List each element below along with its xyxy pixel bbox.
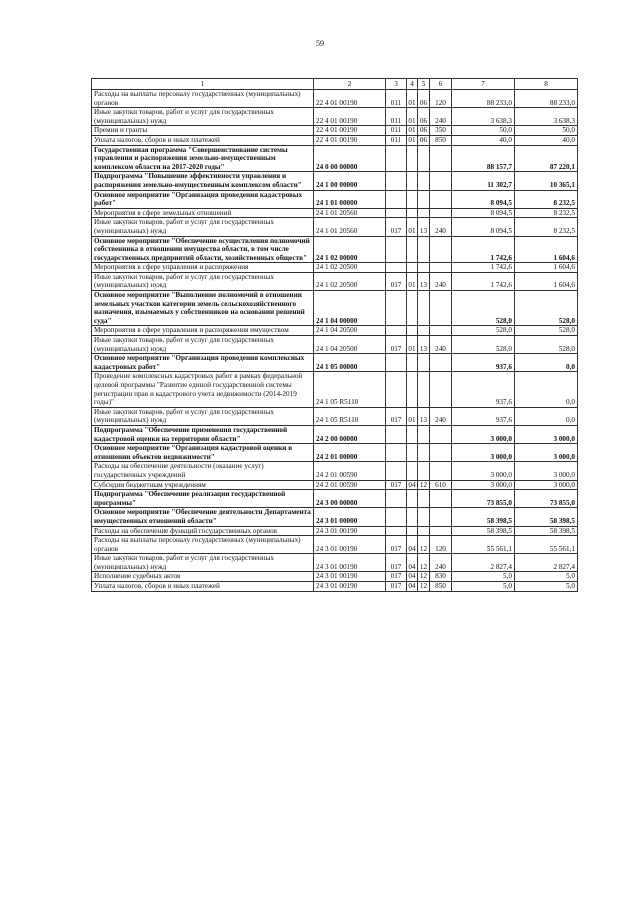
table-row: [92, 444, 578, 462]
amount-2019-cell: 88 233,0: [452, 90, 515, 108]
amount-2019-cell: 50,0: [452, 126, 515, 136]
expense-type-cell: [430, 172, 452, 190]
amount-2020-cell: 88 233,0: [515, 90, 578, 108]
section-cell: 04: [408, 572, 416, 581]
amount-2019-cell: 1 742,6: [452, 236, 515, 263]
section-cell: 01: [407, 272, 418, 290]
name-cell: Иные закупки товаров, работ и услуг для государственных (муниципальных) нужд: [92, 554, 314, 572]
amount-2020-cell: 1 604,6: [515, 272, 578, 290]
expense-type-cell: 240: [430, 218, 452, 236]
expense-type-cell: [430, 425, 452, 443]
section-cell: 01: [407, 108, 418, 126]
name-cell: Иные закупки товаров, работ и услуг для государственных (муниципальных) нужд: [92, 272, 314, 290]
table-row: [92, 336, 578, 354]
subsection-cell: [418, 508, 430, 526]
expense-type-cell: 240: [430, 336, 452, 354]
table-row: [92, 582, 578, 592]
amount-2020-cell: 1 604,6: [515, 263, 578, 273]
subsection-cell: [418, 526, 430, 536]
name-cell: Расходы на обеспечение деятельности (оказание услуг) государственных учреждений: [92, 462, 314, 480]
code-cell: 24 1 02 20500: [314, 263, 386, 273]
name-cell: Основное мероприятие "Выполнение полномочий в отношении земельных участков категории земель сельскохозяйственного назначения, изымаемых у собственников на основании решений суда": [92, 291, 314, 326]
amount-2020-cell: 528,0: [515, 291, 578, 326]
amount-2019-cell: 528,0: [452, 291, 515, 326]
code-cell: 24 3 01 00190: [314, 572, 386, 582]
ministry-code-cell: 017: [386, 272, 407, 290]
name-cell: Уплата налогов, сборов и иных платежей: [92, 582, 314, 592]
amount-2019-cell: 40,0: [452, 135, 515, 145]
expense-type-cell: [430, 372, 452, 407]
amount-2019-cell: 5,0: [452, 572, 515, 582]
ministry-code-cell: [386, 462, 407, 480]
amount-2019-cell: 58 398,5: [452, 508, 515, 526]
expense-type-cell: 350: [430, 126, 452, 136]
table-row: [92, 372, 578, 407]
amount-2019-cell: 3 000,0: [452, 425, 515, 443]
subsection-cell: [418, 372, 430, 407]
amount-2020-cell: 40,0: [515, 135, 578, 145]
subsection-cell: 06: [418, 135, 430, 145]
section-cell: 01: [408, 126, 416, 135]
header-cell: 7: [452, 79, 515, 90]
amount-2020-cell: 3 000,0: [515, 425, 578, 443]
section-cell: [407, 354, 418, 372]
table-row: [92, 145, 578, 172]
section-cell: [407, 263, 418, 273]
code-cell: 22 4 01 00190: [314, 90, 386, 108]
subsection-cell: [418, 291, 430, 326]
expense-type-cell: 610: [430, 480, 452, 490]
name-cell: Основное мероприятие "Обеспечение осуществления полномочий собственника в отношении имущества области, в том числе государственных предприятий области, хозяйственных обществ": [92, 236, 314, 263]
code-cell: 24 3 01 00190: [314, 526, 386, 536]
header-cell: 5: [418, 79, 430, 90]
table-row: [92, 490, 578, 508]
expense-type-cell: [430, 326, 452, 336]
name-cell: Расходы на выплаты персоналу государственных (муниципальных) органов: [92, 536, 314, 554]
table-body: [92, 79, 578, 592]
ministry-code-cell: [386, 291, 407, 326]
subsection-cell: 12: [418, 572, 430, 582]
code-cell: 24 3 01 00190: [314, 536, 386, 554]
subsection-cell: 06: [418, 90, 430, 108]
table-row: [92, 126, 578, 136]
subsection-cell: 06: [418, 126, 430, 136]
section-cell: 01: [407, 336, 418, 354]
section-cell: [407, 526, 418, 536]
name-cell: Уплата налогов, сборов и иных платежей: [92, 135, 314, 145]
ministry-code-cell: [386, 190, 407, 208]
ministry-code-cell: [386, 508, 407, 526]
amount-2020-cell: 8 232,5: [515, 208, 578, 218]
amount-2019-cell: 937,6: [452, 354, 515, 372]
section-cell: 01: [407, 407, 418, 425]
name-cell: Иные закупки товаров, работ и услуг для государственных (муниципальных) нужд: [92, 108, 314, 126]
table-row: [92, 354, 578, 372]
subsection-cell: [418, 145, 430, 172]
expense-type-cell: [430, 263, 452, 273]
table-row: [92, 172, 578, 190]
amount-2019-cell: 937,6: [452, 372, 515, 407]
amount-2019-cell: 8 094,5: [452, 218, 515, 236]
amount-2020-cell: 8 232,5: [515, 218, 578, 236]
section-cell: 04: [407, 536, 418, 554]
section-cell: [407, 425, 418, 443]
subsection-cell: [418, 444, 430, 462]
section-cell: [407, 490, 418, 508]
code-cell: 24 1 05 00000: [314, 354, 386, 372]
name-cell: Подпрограмма "Обеспечение реализации государственной программы": [92, 490, 314, 508]
expense-type-cell: [430, 354, 452, 372]
name-cell: Расходы на обеспечение функций государственных органов: [92, 526, 314, 536]
expense-type-cell: [430, 462, 452, 480]
subsection-cell: [418, 263, 430, 273]
subsection-cell: [418, 208, 430, 218]
subsection-cell: 13: [418, 407, 430, 425]
expense-type-cell: 830: [430, 572, 452, 582]
table-row: [92, 526, 578, 536]
ministry-code-cell: 017: [386, 572, 407, 582]
amount-2019-cell: 55 561,1: [452, 536, 515, 554]
ministry-code-cell: 011: [386, 135, 407, 145]
subsection-cell: [418, 172, 430, 190]
expense-type-cell: [430, 190, 452, 208]
header-cell: 8: [515, 79, 578, 90]
subsection-cell: 13: [418, 218, 430, 236]
name-cell: Подпрограмма "Повышение эффективности управления и распоряжения земельно-имущественным комплексом области": [92, 172, 314, 190]
ministry-code-cell: 017: [386, 536, 407, 554]
expense-type-cell: 240: [430, 554, 452, 572]
code-cell: 24 1 04 20500: [314, 336, 386, 354]
amount-2019-cell: 1 742,6: [452, 272, 515, 290]
amount-2019-cell: 1 742,6: [452, 263, 515, 273]
section-cell: [407, 291, 418, 326]
section-cell: 01: [407, 218, 418, 236]
amount-2020-cell: 55 561,1: [515, 536, 578, 554]
amount-2019-cell: 73 855,0: [452, 490, 515, 508]
name-cell: Основное мероприятие "Организация кадастровой оценки в отношении объектов недвижимости": [92, 444, 314, 462]
name-cell: Иные закупки товаров, работ и услуг для государственных (муниципальных) нужд: [92, 407, 314, 425]
table-row: [92, 218, 578, 236]
amount-2020-cell: 3 000,0: [515, 444, 578, 462]
name-cell: Мероприятия в сфере земельных отношений: [92, 208, 314, 218]
expense-type-cell: [430, 145, 452, 172]
subsection-cell: [418, 354, 430, 372]
code-cell: 24 0 00 00000: [314, 145, 386, 172]
subsection-cell: 12: [418, 582, 430, 592]
amount-2019-cell: 528,0: [452, 336, 515, 354]
amount-2020-cell: 0,0: [515, 354, 578, 372]
ministry-code-cell: [386, 145, 407, 172]
table-row: [92, 462, 578, 480]
subsection-cell: 12: [418, 480, 430, 490]
name-cell: Основное мероприятие "Обеспечение деятельности Департамента имущественных отношений области": [92, 508, 314, 526]
amount-2020-cell: 2 827,4: [515, 554, 578, 572]
amount-2019-cell: 58 398,5: [452, 526, 515, 536]
table-row: [92, 536, 578, 554]
expense-type-cell: [430, 526, 452, 536]
table-row: [92, 236, 578, 263]
amount-2020-cell: 8 232,5: [515, 190, 578, 208]
section-cell: [407, 208, 418, 218]
expense-type-cell: 850: [430, 135, 452, 145]
name-cell: Иные закупки товаров, работ и услуг для государственных (муниципальных) нужд: [92, 336, 314, 354]
section-cell: [407, 444, 418, 462]
ministry-code-cell: [386, 444, 407, 462]
amount-2019-cell: 937,6: [452, 407, 515, 425]
amount-2019-cell: 2 827,4: [452, 554, 515, 572]
ministry-code-cell: 017: [386, 218, 407, 236]
amount-2020-cell: 87 220,1: [515, 145, 578, 172]
name-cell: Мероприятия в сфере управления и распоряжения: [92, 263, 314, 273]
ministry-code-cell: 017: [386, 582, 407, 592]
table-row: [92, 480, 578, 490]
ministry-code-cell: [386, 263, 407, 273]
ministry-code-cell: [386, 425, 407, 443]
header-cell: 2: [314, 79, 386, 90]
expense-type-cell: [430, 490, 452, 508]
name-cell: Исполнение судебных актов: [92, 572, 314, 582]
subsection-cell: 13: [418, 336, 430, 354]
amount-2020-cell: 0,0: [515, 372, 578, 407]
name-cell: Государственная программа "Совершенствование системы управления и распоряжения земельно-имущественным комплексом области на 2017-2020 годы": [92, 145, 314, 172]
ministry-code-cell: 017: [386, 480, 407, 490]
section-cell: [407, 145, 418, 172]
amount-2019-cell: 3 638,3: [452, 108, 515, 126]
code-cell: 24 1 02 00000: [314, 236, 386, 263]
code-cell: 24 2 01 00590: [314, 480, 386, 490]
subsection-cell: 06: [418, 108, 430, 126]
ministry-code-cell: 011: [386, 126, 407, 136]
name-cell: Премии и гранты: [92, 126, 314, 136]
name-cell: Подпрограмма "Обеспечение применения государственной кадастровой оценки на территории области": [92, 425, 314, 443]
code-cell: 24 2 01 00000: [314, 444, 386, 462]
ministry-code-cell: 011: [386, 108, 407, 126]
code-cell: 24 1 04 00000: [314, 291, 386, 326]
expense-type-cell: 120: [430, 536, 452, 554]
expense-type-cell: [430, 508, 452, 526]
code-cell: 24 2 00 00000: [314, 425, 386, 443]
ministry-code-cell: [386, 172, 407, 190]
amount-2020-cell: 5,0: [515, 572, 578, 582]
section-cell: [407, 508, 418, 526]
table-row: [92, 425, 578, 443]
name-cell: Основное мероприятие "Организация проведения комплексных кадастровых работ": [92, 354, 314, 372]
section-cell: [407, 326, 418, 336]
amount-2020-cell: 528,0: [515, 336, 578, 354]
section-cell: 01: [408, 135, 416, 144]
name-cell: Мероприятия в сфере управления и распоряжения имуществом: [92, 326, 314, 336]
amount-2020-cell: 58 398,5: [515, 508, 578, 526]
section-cell: 04: [408, 582, 416, 591]
section-cell: 04: [408, 480, 416, 489]
amount-2020-cell: 1 604,6: [515, 236, 578, 263]
amount-2019-cell: 5,0: [452, 582, 515, 592]
table-row: [92, 135, 578, 145]
ministry-code-cell: [386, 490, 407, 508]
section-cell: [407, 190, 418, 208]
code-cell: 24 1 00 00000: [314, 172, 386, 190]
amount-2020-cell: 528,0: [515, 326, 578, 336]
amount-2020-cell: 3 000,0: [515, 462, 578, 480]
ministry-code-cell: 017: [386, 407, 407, 425]
ministry-code-cell: 017: [386, 554, 407, 572]
section-cell: [407, 236, 418, 263]
expense-type-cell: 120: [430, 90, 452, 108]
name-cell: Основное мероприятие "Организация проведения кадастровых работ": [92, 190, 314, 208]
section-cell: [407, 372, 418, 407]
table-row: [92, 291, 578, 326]
code-cell: 22 4 01 00190: [314, 108, 386, 126]
code-cell: 24 3 01 00190: [314, 554, 386, 572]
table-row: [92, 208, 578, 218]
table-row: [92, 572, 578, 582]
subsection-cell: 13: [418, 272, 430, 290]
page-number: 59: [316, 39, 324, 48]
table-row: [92, 263, 578, 273]
expense-type-cell: [430, 208, 452, 218]
subsection-cell: 12: [418, 536, 430, 554]
ministry-code-cell: [386, 326, 407, 336]
code-cell: 24 2 01 00590: [314, 462, 386, 480]
code-cell: 24 3 00 00000: [314, 490, 386, 508]
amount-2019-cell: 8 094,5: [452, 190, 515, 208]
code-cell: 24 1 05 R5110: [314, 372, 386, 407]
header-cell: 1: [92, 79, 314, 90]
expense-type-cell: 850: [430, 582, 452, 592]
name-cell: Расходы на выплаты персоналу государственных (муниципальных) органов: [92, 90, 314, 108]
header-cell: 4: [407, 79, 418, 90]
ministry-code-cell: [386, 372, 407, 407]
name-cell: Иные закупки товаров, работ и услуг для государственных (муниципальных) нужд: [92, 218, 314, 236]
budget-table: [91, 78, 578, 592]
table-row: [92, 326, 578, 336]
expense-type-cell: 240: [430, 272, 452, 290]
subsection-cell: [418, 462, 430, 480]
code-cell: 24 1 01 00000: [314, 190, 386, 208]
table-row: [92, 90, 578, 108]
header-row: [92, 79, 578, 90]
amount-2020-cell: 10 365,1: [515, 172, 578, 190]
header-cell: 6: [430, 79, 452, 90]
expense-type-cell: 240: [430, 108, 452, 126]
amount-2019-cell: 11 302,7: [452, 172, 515, 190]
code-cell: 24 1 02 20500: [314, 272, 386, 290]
ministry-code-cell: 011: [386, 90, 407, 108]
expense-type-cell: [430, 291, 452, 326]
code-cell: 22 4 01 00190: [314, 135, 386, 145]
ministry-code-cell: [386, 208, 407, 218]
header-cell: 3: [386, 79, 407, 90]
ministry-code-cell: [386, 354, 407, 372]
table-row: [92, 108, 578, 126]
amount-2020-cell: 5,0: [515, 582, 578, 592]
ministry-code-cell: [386, 526, 407, 536]
name-cell: Субсидии бюджетным учреждениям: [92, 480, 314, 490]
table-row: [92, 190, 578, 208]
table-row: [92, 508, 578, 526]
subsection-cell: [418, 190, 430, 208]
section-cell: [407, 462, 418, 480]
code-cell: 24 1 01 20560: [314, 218, 386, 236]
amount-2019-cell: 3 000,0: [452, 444, 515, 462]
subsection-cell: 12: [418, 554, 430, 572]
subsection-cell: [418, 490, 430, 508]
expense-type-cell: 240: [430, 407, 452, 425]
code-cell: 24 3 01 00000: [314, 508, 386, 526]
subsection-cell: [418, 326, 430, 336]
code-cell: 22 4 01 00190: [314, 126, 386, 136]
amount-2019-cell: 8 094,5: [452, 208, 515, 218]
amount-2019-cell: 88 157,7: [452, 145, 515, 172]
section-cell: 01: [407, 90, 418, 108]
name-cell: Проведение комплексных кадастровых работ в рамках федеральной целевой программы "Развитие единой государственной системы регистрации прав и кадастрового учета недвижимости (2014-2019 годы)": [92, 372, 314, 407]
table-row: [92, 554, 578, 572]
ministry-code-cell: [386, 236, 407, 263]
amount-2020-cell: 73 855,0: [515, 490, 578, 508]
code-cell: 24 1 04 20500: [314, 326, 386, 336]
expense-type-cell: [430, 236, 452, 263]
section-cell: 04: [407, 554, 418, 572]
amount-2020-cell: 3 638,3: [515, 108, 578, 126]
section-cell: [407, 172, 418, 190]
table-row: [92, 272, 578, 290]
amount-2019-cell: 3 000,0: [452, 480, 515, 490]
amount-2019-cell: 528,0: [452, 326, 515, 336]
subsection-cell: [418, 425, 430, 443]
ministry-code-cell: 017: [386, 336, 407, 354]
amount-2020-cell: 58 398,5: [515, 526, 578, 536]
amount-2020-cell: 0,0: [515, 407, 578, 425]
expense-type-cell: [430, 444, 452, 462]
amount-2019-cell: 3 000,0: [452, 462, 515, 480]
code-cell: 24 1 01 20560: [314, 208, 386, 218]
code-cell: 24 3 01 00190: [314, 582, 386, 592]
amount-2020-cell: 3 000,0: [515, 480, 578, 490]
subsection-cell: [418, 236, 430, 263]
code-cell: 24 1 05 R5110: [314, 407, 386, 425]
amount-2020-cell: 50,0: [515, 126, 578, 136]
table-row: [92, 407, 578, 425]
